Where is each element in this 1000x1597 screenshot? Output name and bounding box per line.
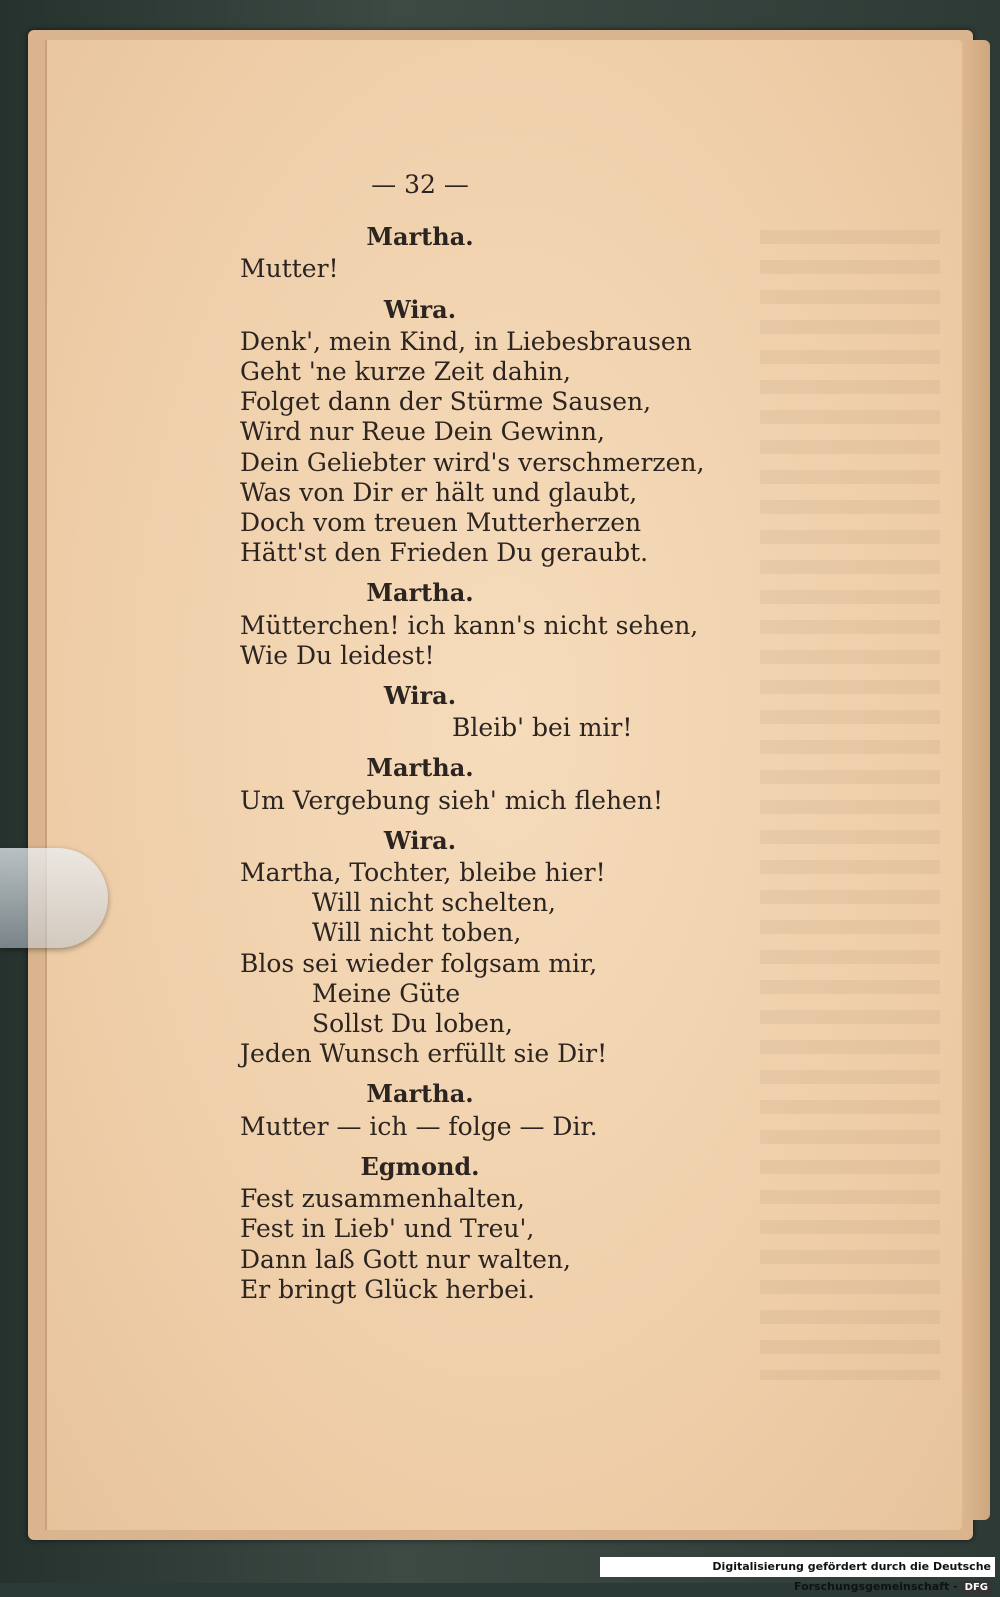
verse-line: Mütterchen! ich kann's nicht sehen, [240, 610, 699, 640]
verse-line: Dein Geliebter wird's verschmerzen, [240, 447, 705, 477]
verse-line: Meine Güte [312, 978, 461, 1008]
verse-line: Dann laß Gott nur walten, [240, 1244, 571, 1274]
verse-line: Denk', mein Kind, in Liebesbrausen [240, 326, 692, 356]
verse-line: Wie Du leidest! [240, 640, 435, 670]
verse-line: Folget dann der Stürme Sausen, [240, 387, 652, 417]
verse-line: Doch vom treuen Mutterherzen [240, 508, 642, 538]
speaker-name: Martha. [366, 578, 474, 608]
footer-text: Digitalisierung gefördert durch die Deutsche Forschungsgemeinschaft - [712, 1560, 991, 1593]
footer-credit [600, 1557, 995, 1593]
verse-line: Fest zusammenhalten, [240, 1184, 525, 1214]
page-text [240, 170, 720, 1305]
verse-line: Um Vergebung sieh' mich flehen! [240, 785, 663, 815]
page-number: — 32 — [371, 170, 469, 199]
verse-line: Geht 'ne kurze Zeit dahin, [240, 357, 571, 387]
verse-line: Hätt'st den Frieden Du geraubt. [240, 538, 649, 568]
page-clip [0, 848, 108, 948]
verse-line: Jeden Wunsch erfüllt sie Dir! [240, 1039, 608, 1069]
verse-line: Martha, Tochter, bleibe hier! [240, 858, 606, 888]
speaker-name: Martha. [366, 222, 474, 252]
speaker-name: Wira. [383, 825, 457, 855]
verse-line: Fest in Lieb' und Treu', [240, 1214, 535, 1244]
bleed-through-text [760, 230, 940, 1380]
verse-line: Mutter — ich — folge — Dir. [240, 1111, 598, 1141]
verse-line: Mutter! [240, 254, 339, 284]
speaker-name: Martha. [366, 753, 474, 783]
verse-line: Bleib' bei mir! [452, 713, 633, 743]
verse-line: Blos sei wieder folgsam mir, [240, 948, 598, 978]
verse-line: Was von Dir er hält und glaubt, [240, 477, 638, 507]
dialogue [240, 222, 720, 1305]
verse-line: Will nicht toben, [312, 918, 522, 948]
speaker-name: Wira. [383, 294, 457, 324]
verse-line: Will nicht schelten, [312, 888, 556, 918]
verse-line: Sollst Du loben, [312, 1009, 513, 1039]
verse-line: Er bringt Glück herbei. [240, 1274, 535, 1304]
speaker-name: Wira. [383, 681, 457, 711]
dfg-logo: DFG [962, 1581, 991, 1595]
verse-line: Wird nur Reue Dein Gewinn, [240, 417, 605, 447]
speaker-name: Martha. [366, 1079, 474, 1109]
speaker-name: Egmond. [360, 1151, 480, 1181]
